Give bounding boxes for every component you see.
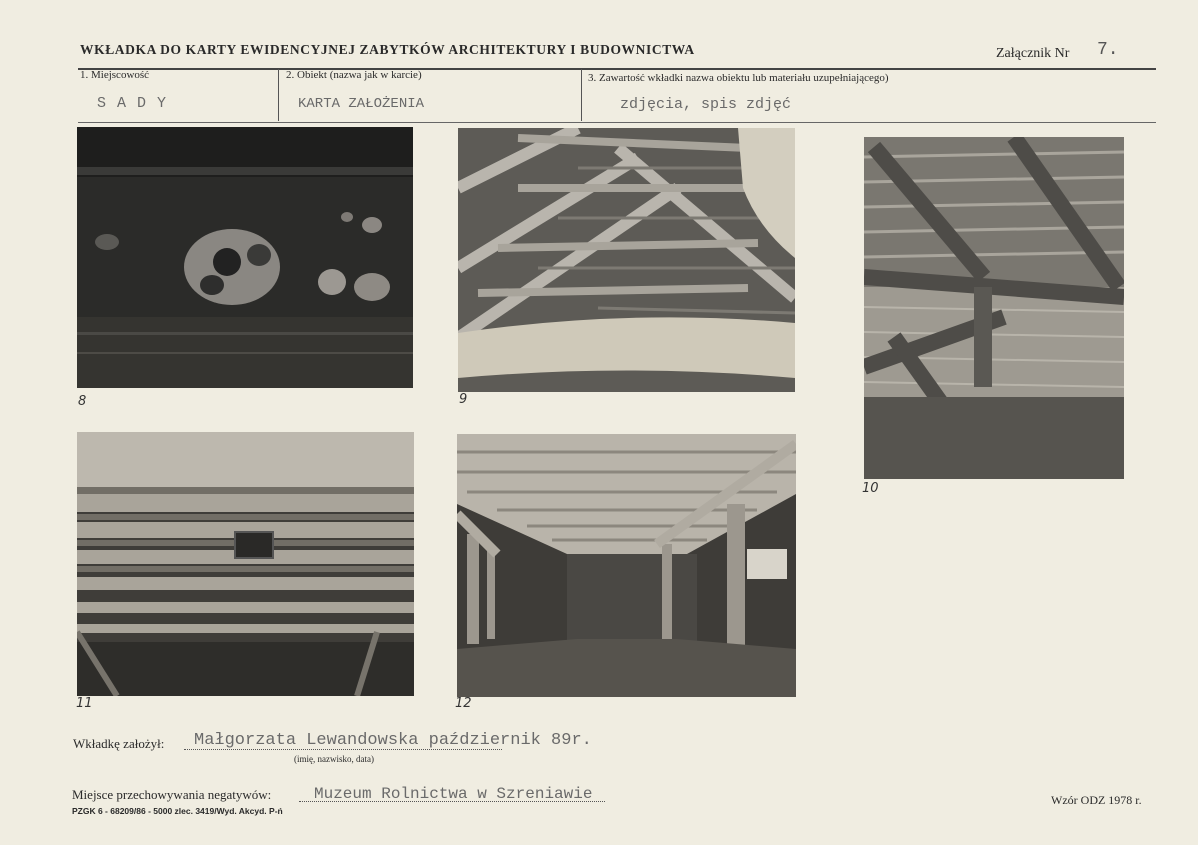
author-hint: (imię, nazwisko, data) bbox=[294, 754, 374, 764]
storage-value: Muzeum Rolnictwa w Szreniawie bbox=[314, 785, 593, 803]
photo-number: 11 bbox=[76, 696, 93, 711]
annex-number: 7. bbox=[1097, 40, 1119, 60]
field-divider-1 bbox=[278, 69, 279, 121]
photo-number: 10 bbox=[862, 481, 879, 496]
locality-label: 1. Miejscowość bbox=[80, 69, 150, 81]
object-value: KARTA ZAŁOŻENIA bbox=[298, 96, 425, 112]
object-label: 2. Obiekt (nazwa jak w karcie) bbox=[286, 69, 422, 81]
photo-wall bbox=[77, 127, 413, 388]
photo-attic bbox=[864, 137, 1124, 479]
content-value: zdjęcia, spis zdjęć bbox=[620, 96, 792, 113]
photo-barn-interior bbox=[457, 434, 796, 697]
author-value: Małgorzata Lewandowska październik 89r. bbox=[194, 731, 592, 750]
photo-number: 9 bbox=[459, 392, 468, 407]
print-code: PZGK 6 - 68209/86 - 5000 zlec. 3419/Wyd. Akcyd. P-ń bbox=[72, 806, 283, 816]
photo-roof-rafters bbox=[458, 128, 795, 392]
form-title: WKŁADKA DO KARTY EWIDENCYJNEJ ZABYTKÓW ARCHITEKTURY I BUDOWNICTWA bbox=[80, 42, 695, 57]
locality-value: S A D Y bbox=[97, 95, 168, 112]
header-rule bbox=[78, 68, 1156, 70]
photo-number: 12 bbox=[455, 696, 472, 711]
content-label: 3. Zawartość wkładki nazwa obiektu lub materiału uzupełniającego) bbox=[588, 72, 889, 84]
fields-rule bbox=[78, 122, 1156, 123]
storage-label: Miejsce przechowywania negatywów: bbox=[72, 787, 272, 802]
annex-label: Załącznik Nr bbox=[996, 46, 1070, 61]
author-label: Wkładkę założył: bbox=[73, 736, 165, 751]
form-version: Wzór ODZ 1978 r. bbox=[1051, 793, 1142, 807]
photo-ceiling bbox=[77, 432, 414, 696]
photo-number: 8 bbox=[78, 394, 87, 409]
field-divider-2 bbox=[581, 69, 582, 121]
